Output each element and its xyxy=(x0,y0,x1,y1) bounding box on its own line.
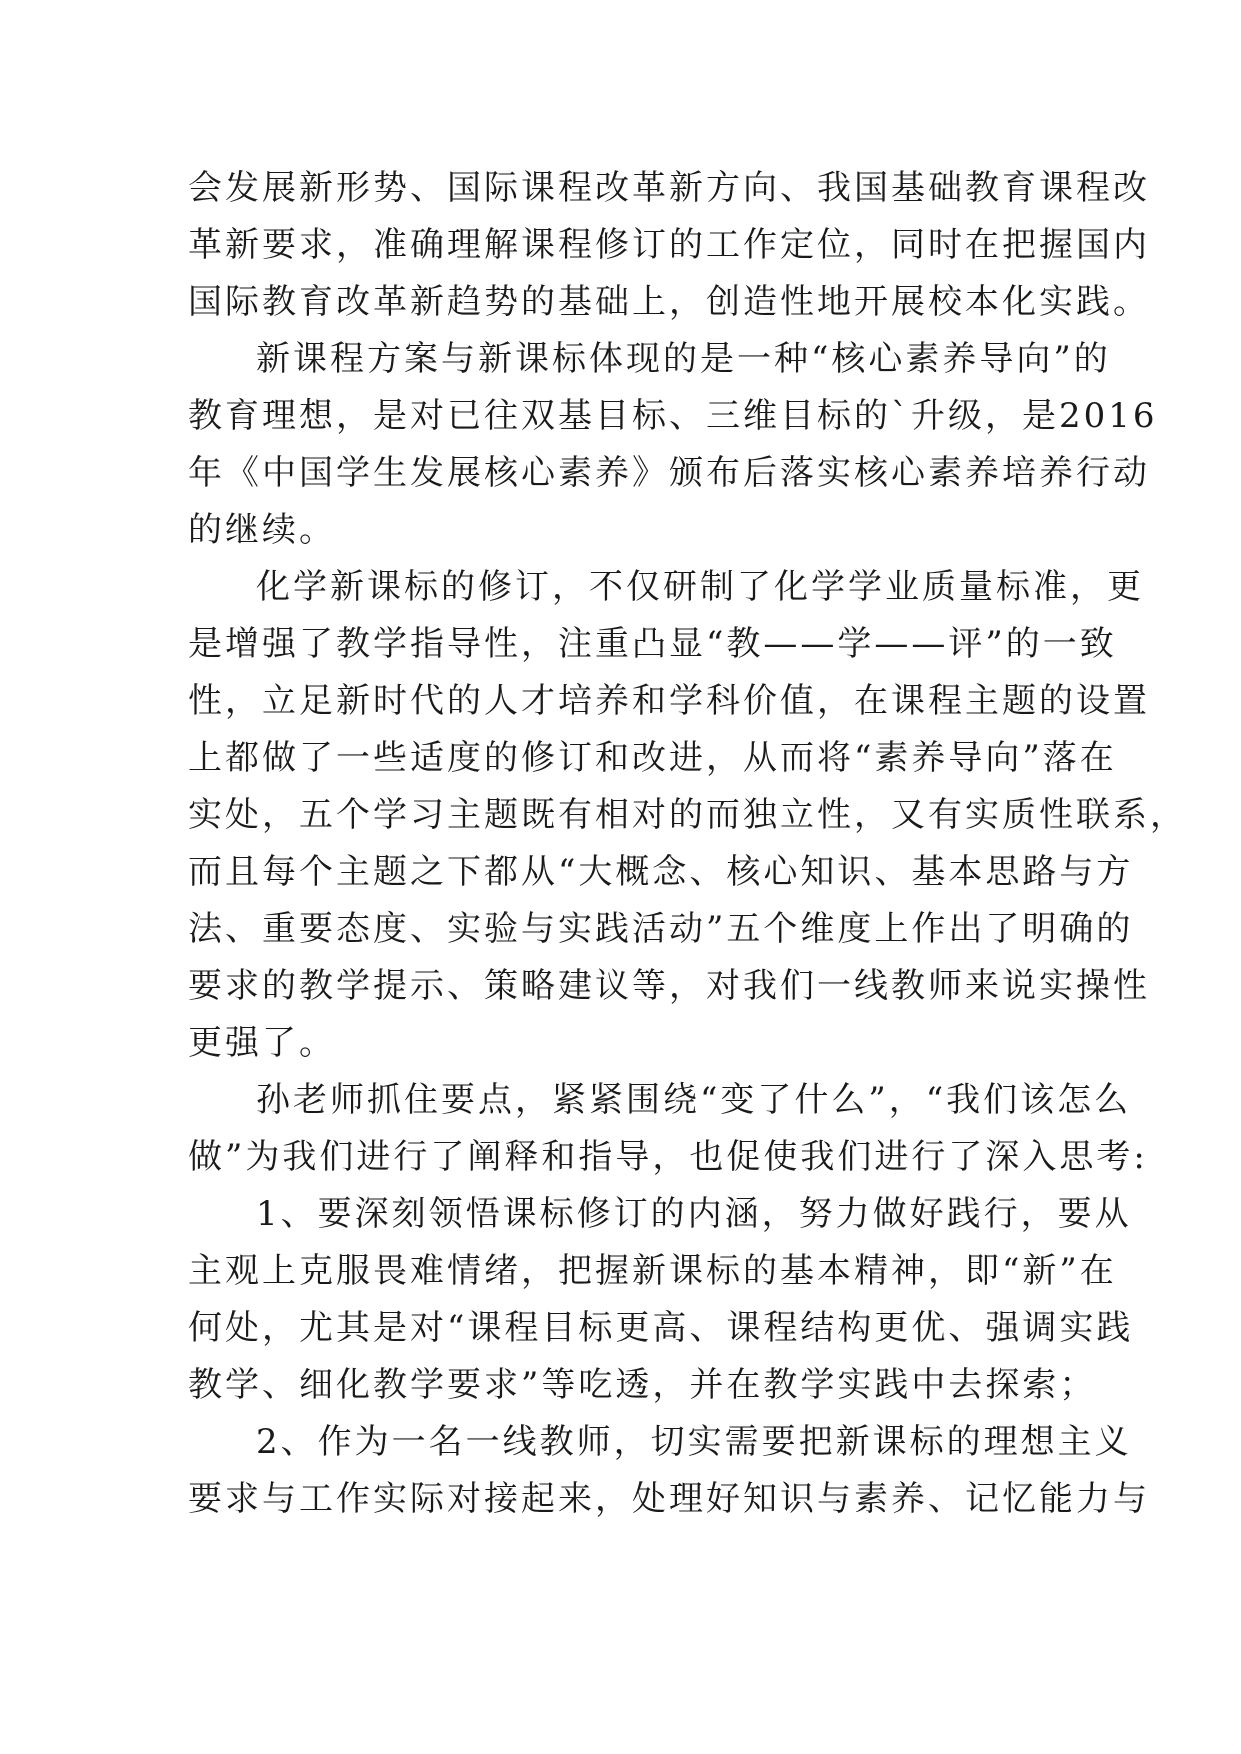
text-line: 做”为我们进行了阐释和指导，也促使我们进行了深入思考: xyxy=(188,1137,1148,1177)
text-line: 是增强了教学指导性，注重凸显“教——学——评”的一致 xyxy=(188,624,1117,664)
text-line: 而且每个主题之下都从“大概念、核心知识、基本思路与方 xyxy=(188,852,1134,892)
paragraph-start-line: 新课程方案与新课标体现的是一种“核心素养导向”的 xyxy=(256,339,1111,379)
text-line: 国际教育改革新趋势的基础上，创造性地开展校本化实践。 xyxy=(188,282,1150,322)
text-line: 革新要求，准确理解课程修订的工作定位，同时在把握国内 xyxy=(188,225,1150,265)
text-line: 法、重要态度、实验与实践活动”五个维度上作出了明确的 xyxy=(188,909,1134,949)
text-line: 实处，五个学习主题既有相对的而独立性，又有实质性联系， xyxy=(188,795,1187,835)
text-line: 的继续。 xyxy=(188,510,336,550)
text-line: 更强了。 xyxy=(188,1023,336,1063)
text-line: 要求的教学提示、策略建议等，对我们一线教师来说实操性 xyxy=(188,966,1150,1006)
paragraph-start-line: 1、要深刻领悟课标修订的内涵，努力做好践行，要从 xyxy=(256,1194,1132,1234)
text-line: 会发展新形势、国际课程改革新方向、我国基础教育课程改 xyxy=(188,168,1150,208)
paragraph-start-line: 2、作为一名一线教师，切实需要把新课标的理想主义 xyxy=(256,1422,1132,1462)
text-line: 性，立足新时代的人才培养和学科价值，在课程主题的设置 xyxy=(188,681,1150,721)
text-line: 教育理想，是对已往双基目标、三维目标的`升级，是2016 xyxy=(188,396,1158,436)
text-line: 教学、细化教学要求”等吃透，并在教学实践中去探索； xyxy=(188,1365,1097,1405)
body-text xyxy=(188,160,1187,1528)
paragraph-start-line: 化学新课标的修订，不仅研制了化学学业质量标准，更 xyxy=(256,567,1144,607)
text-line: 主观上克服畏难情绪，把握新课标的基本精神，即“新”在 xyxy=(188,1251,1117,1291)
text-line: 年《中国学生发展核心素养》颁布后落实核心素养培养行动 xyxy=(188,453,1150,493)
text-line: 上都做了一些适度的修订和改进，从而将“素养导向”落在 xyxy=(188,738,1117,778)
text-line: 要求与工作实际对接起来，处理好知识与素养、记忆能力与 xyxy=(188,1479,1150,1519)
paragraph-start-line: 孙老师抓住要点，紧紧围绕“变了什么”，“我们该怎么 xyxy=(256,1080,1132,1120)
text-line: 何处，尤其是对“课程目标更高、课程结构更优、强调实践 xyxy=(188,1308,1134,1348)
